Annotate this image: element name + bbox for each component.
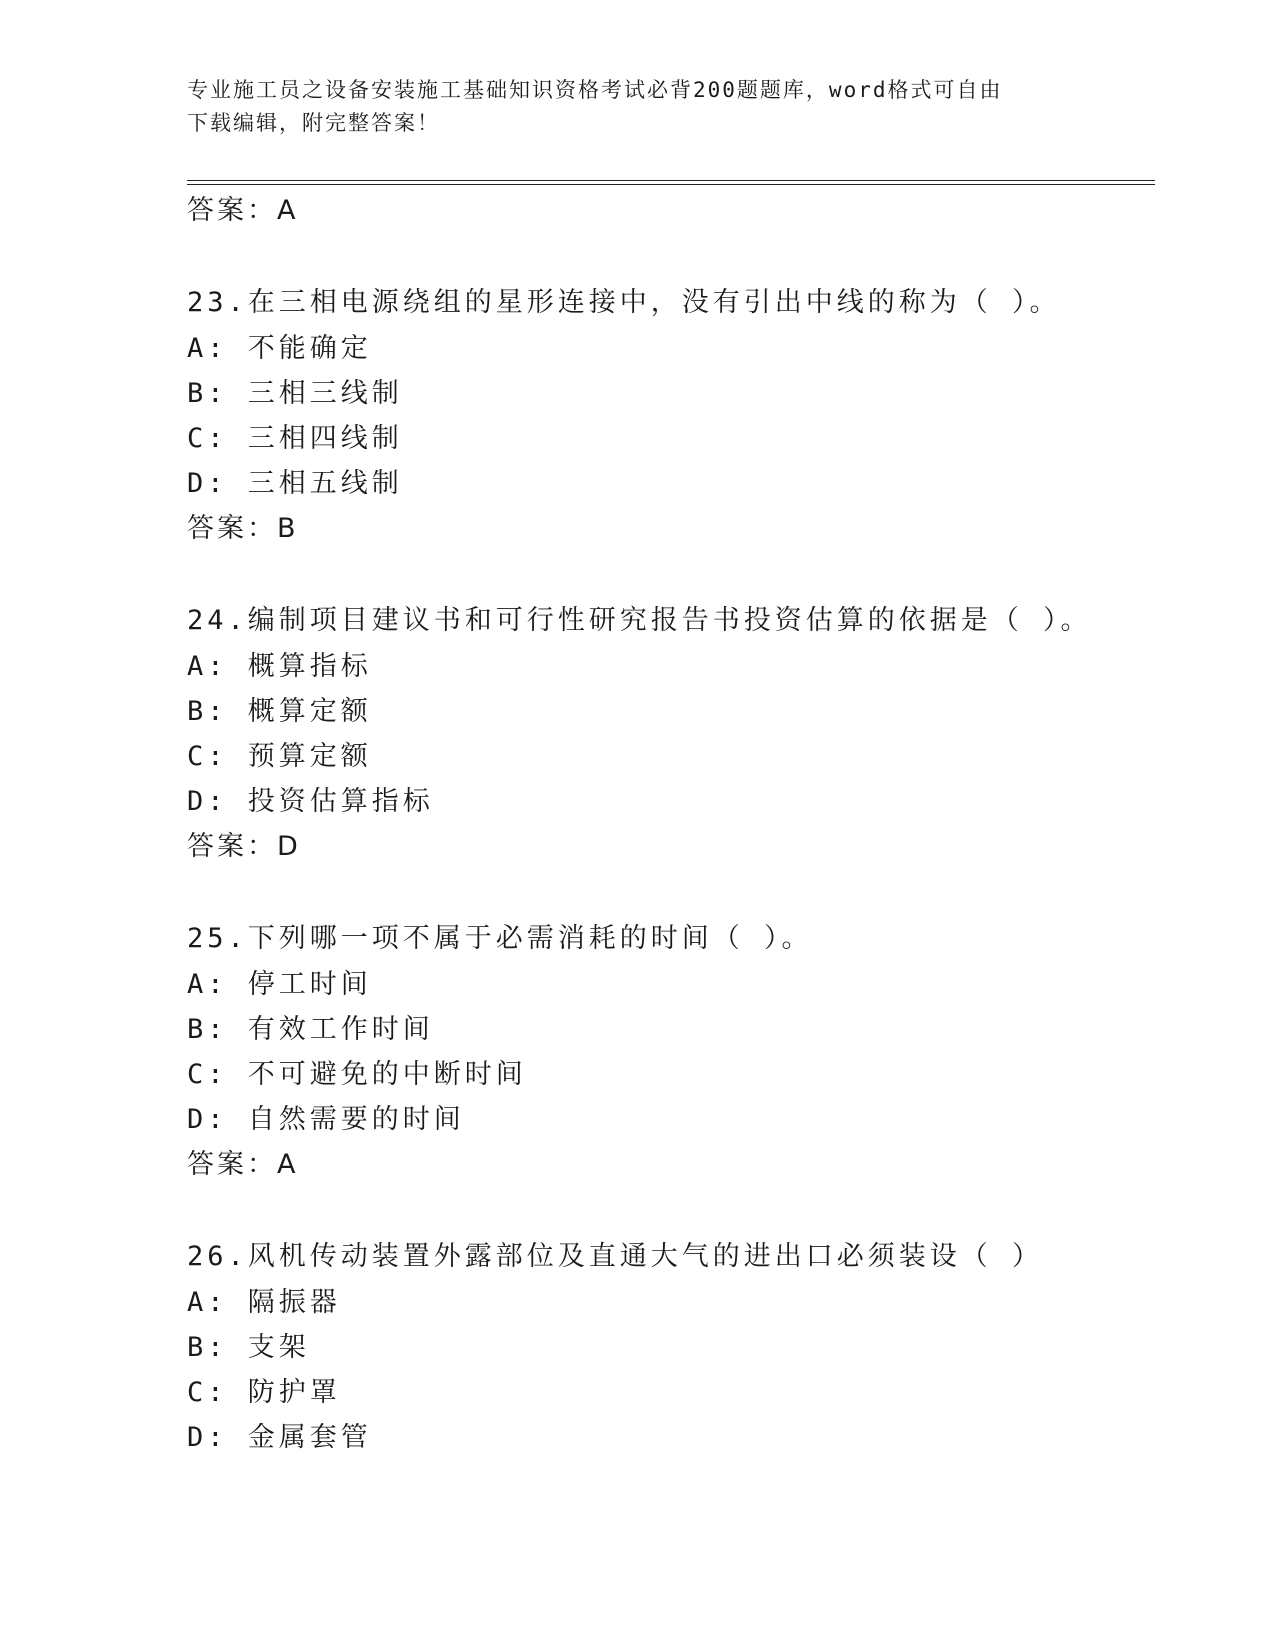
option-a: A: 隔振器 — [187, 1287, 341, 1318]
option-d: D: 金属套管 — [187, 1422, 372, 1453]
option-a: A: 不能确定 — [187, 333, 372, 364]
option-c: C: 预算定额 — [187, 741, 372, 772]
option-b: B: 有效工作时间 — [187, 1014, 434, 1045]
question-25 — [187, 916, 1155, 1188]
question-text: 25.下列哪一项不属于必需消耗的时间（ ）。 — [187, 923, 813, 954]
question-26 — [187, 1234, 1155, 1460]
document-header — [187, 74, 1067, 140]
option-b: B: 概算定额 — [187, 696, 372, 727]
option-b: B: 支架 — [187, 1332, 310, 1363]
option-c: C: 不可避免的中断时间 — [187, 1059, 527, 1090]
answer-line: 答案：D — [187, 831, 301, 862]
option-d: D: 自然需要的时间 — [187, 1104, 465, 1135]
option-c: C: 三相四线制 — [187, 423, 403, 454]
question-text: 24.编制项目建议书和可行性研究报告书投资估算的依据是（ ）。 — [187, 605, 1092, 636]
header-line-2: 下载编辑，附完整答案！ — [187, 111, 440, 135]
question-23 — [187, 280, 1155, 552]
header-line-1: 专业施工员之设备安装施工基础知识资格考试必背200题题库，word格式可自由 — [187, 78, 1003, 102]
option-b: B: 三相三线制 — [187, 378, 403, 409]
answer-line: 答案：A — [187, 1149, 299, 1180]
question-list — [187, 188, 1155, 1460]
question-text: 26.风机传动装置外露部位及直通大气的进出口必须装设（ ） — [187, 1241, 1044, 1272]
question-text: 23.在三相电源绕组的星形连接中，没有引出中线的称为（ ）。 — [187, 287, 1061, 318]
answer-line: 答案：B — [187, 513, 299, 544]
option-c: C: 防护罩 — [187, 1377, 341, 1408]
option-d: D: 投资估算指标 — [187, 786, 434, 817]
option-a: A: 概算指标 — [187, 651, 372, 682]
option-d: D: 三相五线制 — [187, 468, 403, 499]
option-a: A: 停工时间 — [187, 969, 372, 1000]
previous-answer: 答案：A — [187, 195, 299, 226]
header-rule-top — [187, 180, 1155, 181]
header-rule-bottom — [187, 184, 1155, 185]
question-24 — [187, 598, 1155, 870]
